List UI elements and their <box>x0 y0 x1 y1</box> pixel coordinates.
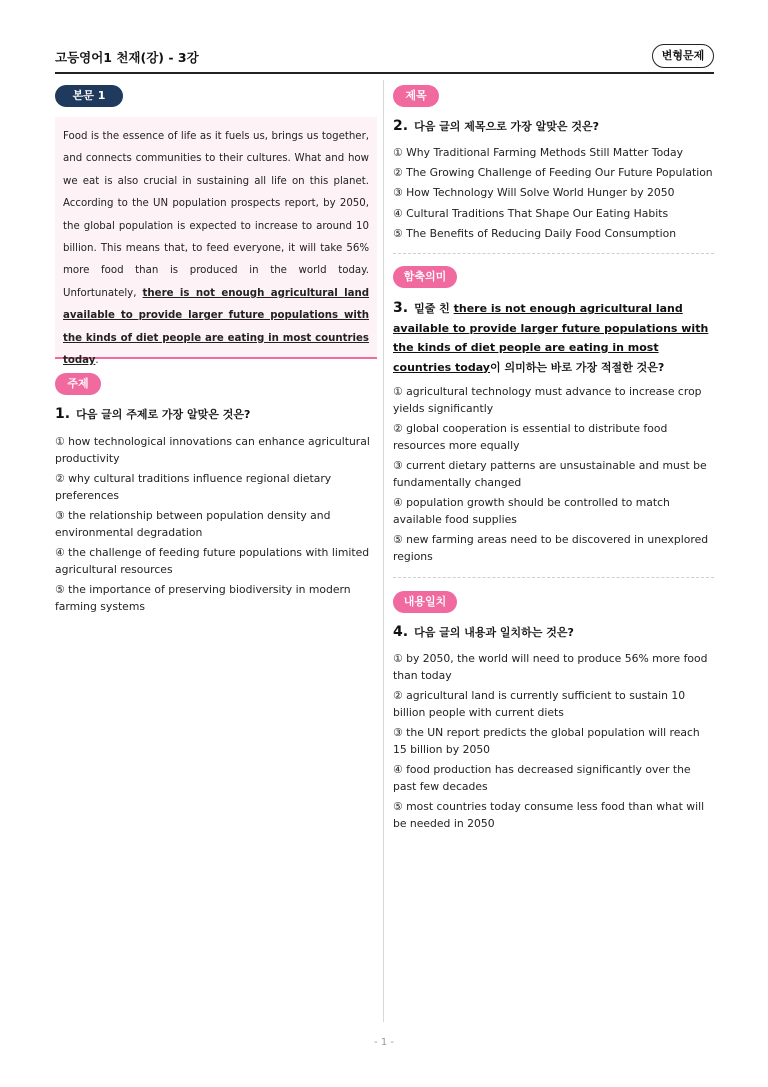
question-2-option-5[interactable]: ⑤ The Benefits of Reducing Daily Food Consumption <box>393 226 677 240</box>
question-4-tag: 내용일치 <box>393 591 457 613</box>
question-3-options <box>393 384 714 569</box>
question-3-option-5[interactable]: ⑤ new farming areas need to be discovered in unexplored regions <box>393 532 709 563</box>
question-4-title <box>393 623 714 643</box>
question-1-number: 1. <box>55 406 71 422</box>
question-4-number: 4. <box>393 624 409 640</box>
question-2-tag: 제목 <box>393 85 439 107</box>
question-4-option-3[interactable]: ③ the UN report predicts the global population will reach 15 billion by 2050 <box>393 725 700 756</box>
question-2-option-3[interactable]: ③ How Technology Will Solve World Hunger by 2050 <box>393 186 675 200</box>
question-4-prompt: 다음 글의 내용과 일치하는 것은? <box>414 626 574 639</box>
question-4-option-1[interactable]: ① by 2050, the world will need to produce 56% more food than today <box>393 652 708 682</box>
question-2-option-1[interactable]: ① Why Traditional Farming Methods Still Matter Today <box>393 146 684 159</box>
question-3-prompt: 밑줄 친 <box>414 302 454 315</box>
question-4-options <box>393 651 714 836</box>
column-divider <box>383 80 384 1022</box>
page-header <box>55 44 714 74</box>
question-3-option-3[interactable]: ③ current dietary patterns are unsustainable and must be fundamentally changed <box>393 458 707 489</box>
question-3-option-2[interactable]: ② global cooperation is essential to distribute food resources more equally <box>393 421 668 452</box>
passage-box <box>55 117 377 367</box>
question-2-prompt: 다음 글의 제목으로 가장 알맞은 것은? <box>414 120 599 133</box>
question-4-option-2[interactable]: ② agricultural land is currently sufficient to sustain 10 billion people with current diets <box>393 688 686 719</box>
question-3-underlined-phrase: there is not enough agricultural land available to provide larger future populations with the kinds of diet people are eating in most countries today <box>393 302 709 374</box>
variant-question-badge: 변형문제 <box>652 44 714 68</box>
question-2-options <box>393 145 714 246</box>
question-1-prompt: 다음 글의 주제로 가장 알맞은 것은? <box>76 408 251 421</box>
question-3-prompt-end: 이 의미하는 바로 가장 적절한 것은? <box>489 360 665 374</box>
section-divider <box>393 577 714 578</box>
section-divider <box>393 253 714 254</box>
question-1-tag: 주제 <box>55 373 101 395</box>
page-number: - 1 - <box>374 1037 394 1048</box>
passage-underlined-text: there is not enough agricultural land available to provide larger future populations with the kinds of diet people are eating in most countries today <box>63 287 370 367</box>
question-3-option-4[interactable]: ④ population growth should be controlled to match available food supplies <box>393 495 670 526</box>
question-2-title <box>393 117 714 137</box>
question-1-option-1[interactable]: ① how technological innovations can enhance agricultural productivity <box>55 435 370 465</box>
question-1-options <box>55 434 377 619</box>
header-divider <box>55 72 714 74</box>
passage-text: Food is the essence of life as it fuels us, brings us together, and connects communities to their cultures. What and how we eat is also crucial in sustaining all life on this planet. According to the UN population prospects report, by 2050, the global population is expected to increase to around 10 billion. This means that, to feed everyone, it will take 56% more food than is produced in the world today. Unfortunately, <box>63 131 369 299</box>
question-4-option-4[interactable]: ④ food production has decreased significantly over the past few decades <box>393 762 691 793</box>
question-4-option-5[interactable]: ⑤ most countries today consume less food than what will be needed in 2050 <box>393 799 705 830</box>
question-3-option-1[interactable]: ① agricultural technology must advance to increase crop yields significantly <box>393 385 702 415</box>
question-1-option-5[interactable]: ⑤ the importance of preserving biodiversity in modern farming systems <box>55 582 351 613</box>
question-1-option-2[interactable]: ② why cultural traditions influence regional dietary preferences <box>55 471 332 502</box>
passage-text-end: . <box>95 355 99 367</box>
page-title: 고등영어1 천재(강) - 3강 <box>55 50 199 65</box>
question-2-option-2[interactable]: ② The Growing Challenge of Feeding Our Future Population <box>393 166 713 180</box>
question-3-number: 3. <box>393 300 409 316</box>
question-1-title <box>55 405 377 425</box>
passage-label: 본문 1 <box>55 85 123 107</box>
question-3-title <box>393 299 714 377</box>
question-2-option-4[interactable]: ④ Cultural Traditions That Shape Our Eating Habits <box>393 206 669 220</box>
question-1-option-4[interactable]: ④ the challenge of feeding future populations with limited agricultural resources <box>55 545 370 576</box>
question-3-tag: 함축의미 <box>393 266 457 288</box>
question-1-option-3[interactable]: ③ the relationship between population density and environmental degradation <box>55 508 331 539</box>
question-2-number: 2. <box>393 118 409 134</box>
